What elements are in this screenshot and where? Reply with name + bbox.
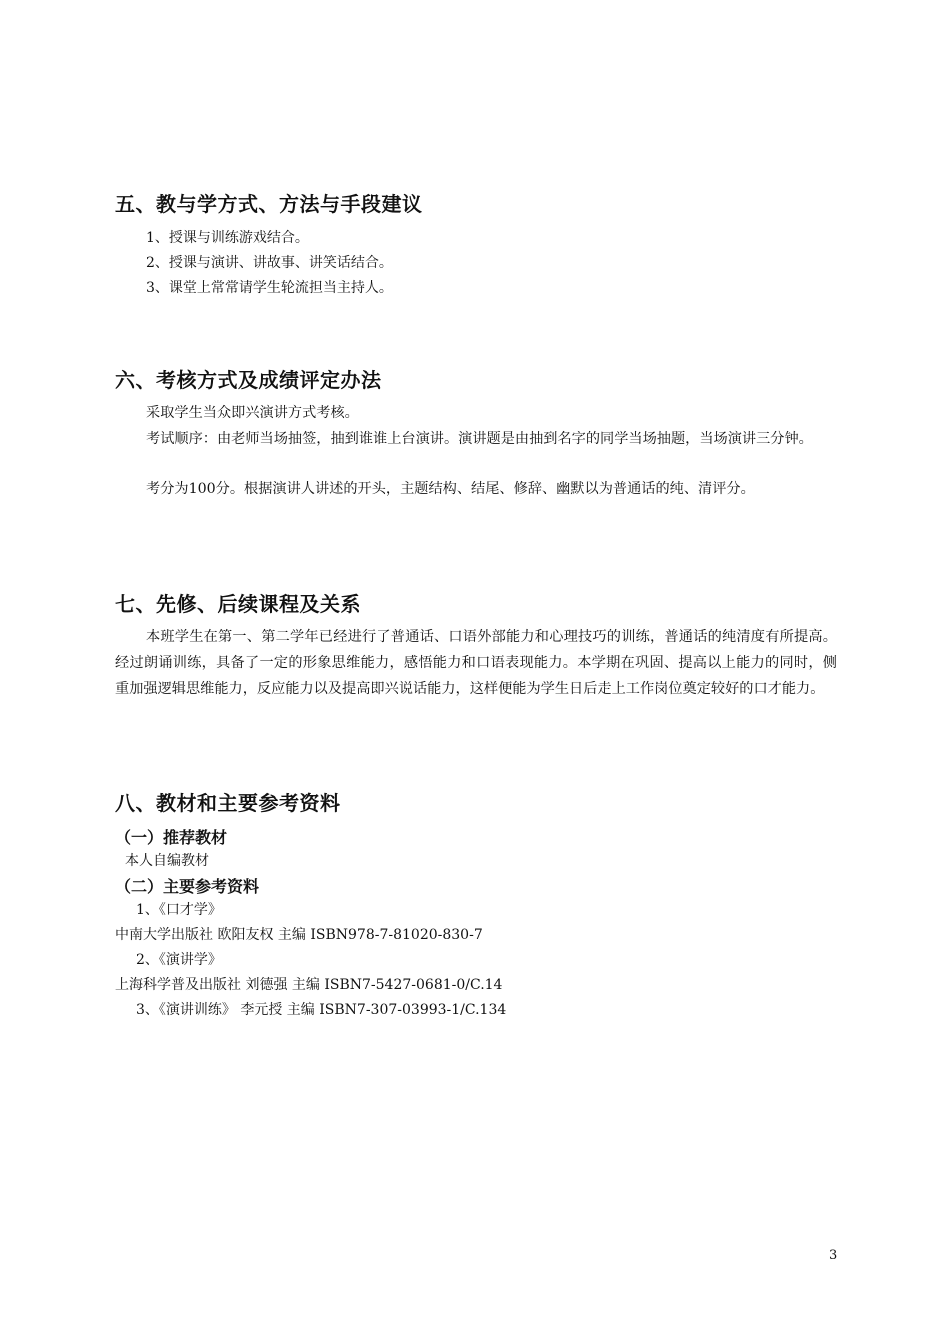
section-8-title: 八、教材和主要参考资料 xyxy=(115,791,341,815)
reference-2-title: 2、《演讲学》 xyxy=(136,952,222,968)
section-5-item-3: 3、课堂上常常请学生轮流担当主持人。 xyxy=(146,280,393,296)
section-6-para-2: 考试顺序：由老师当场抽签，抽到谁谁上台演讲。演讲题是由抽到名字的同学当场抽题，当场演讲三分钟。 xyxy=(146,431,813,447)
section-5-item-1: 1、授课与训练游戏结合。 xyxy=(146,230,309,246)
section-6-para-3: 考分为100分。根据演讲人讲述的开头，主题结构、结尾、修辞、幽默以为普通话的纯、清评分。 xyxy=(146,481,755,497)
section-6-title: 六、考核方式及成绩评定办法 xyxy=(115,368,382,392)
reference-1-title: 1、《口才学》 xyxy=(136,902,222,918)
reference-3: 3、《演讲训练》 李元授 主编 ISBN7-307-03993-1/C.134 xyxy=(136,1002,507,1018)
reference-1-detail: 中南大学出版社 欧阳友权 主编 ISBN978-7-81020-830-7 xyxy=(115,927,483,943)
reference-2-detail: 上海科学普及出版社 刘德强 主编 ISBN7-5427-0681-0/C.14 xyxy=(115,977,503,993)
recommended-textbook-heading: （一）推荐教材 xyxy=(115,828,228,847)
recommended-textbook-text: 本人自编教材 xyxy=(125,853,209,869)
section-7-title: 七、先修、后续课程及关系 xyxy=(115,592,361,616)
section-5-item-2: 2、授课与演讲、讲故事、讲笑话结合。 xyxy=(146,255,393,271)
references-heading: （二）主要参考资料 xyxy=(115,877,260,896)
section-7-para-1: 本班学生在第一、第二学年已经进行了普通话、口语外部能力和心理技巧的训练，普通话的纯清度有所提高。经过朗诵训练，具备了一定的形象思维能力，感悟能力和口语表现能力。本学期在巩固、提高以上能力的同时，侧重加强逻辑思维能力，反应能力以及提高即兴说话能力，这样便能为学生日后走上工作岗位奠定较好的口才能力。 xyxy=(115,629,837,697)
section-5-title: 五、教与学方式、方法与手段建议 xyxy=(115,192,423,216)
section-6-para-1: 采取学生当众即兴演讲方式考核。 xyxy=(146,405,359,421)
page-number: 3 xyxy=(829,1248,838,1263)
